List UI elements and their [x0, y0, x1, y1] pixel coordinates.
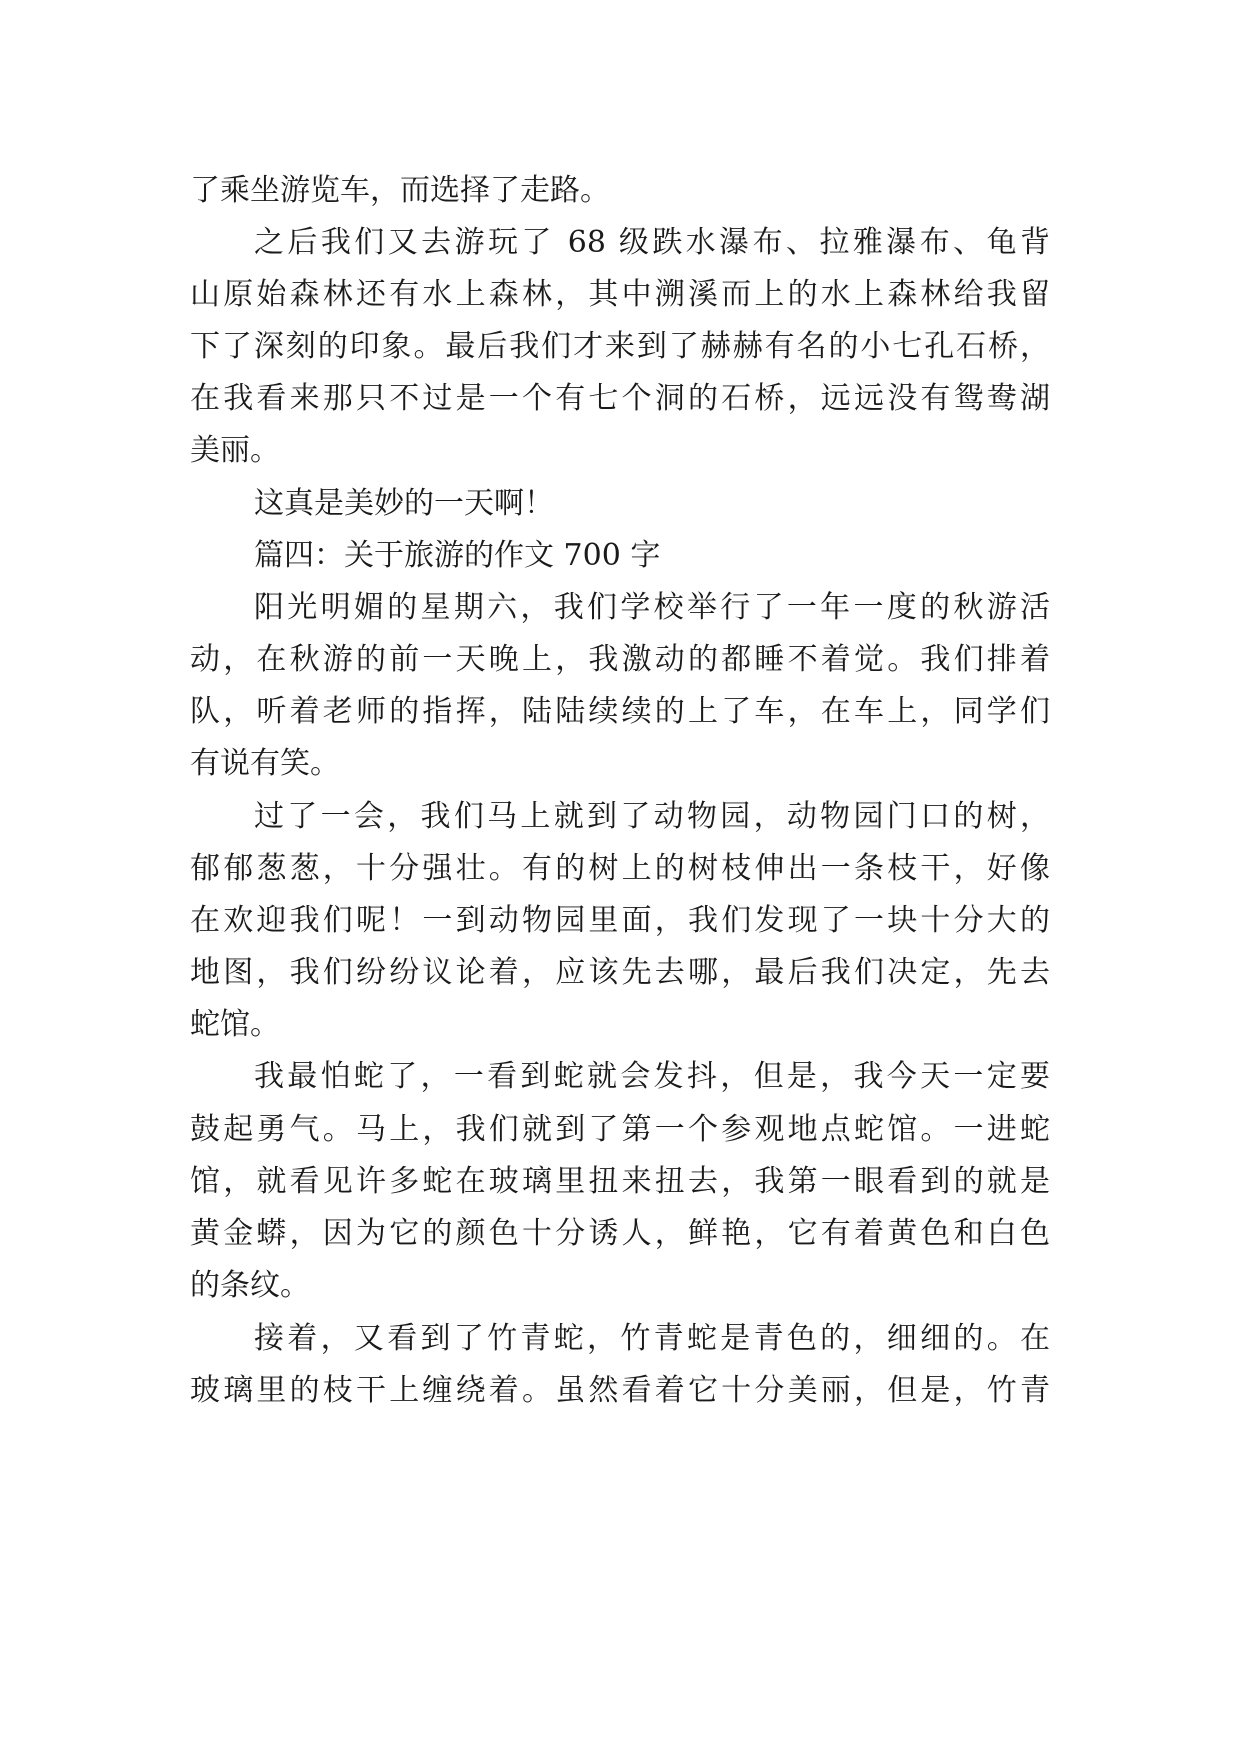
text-line: 之后我们又去游玩了 68 级跌水瀑布、拉雅瀑布、龟背 [254, 225, 1050, 260]
text-line: 山原始森林还有水上森林，其中溯溪而上的水上森林给我留 [190, 277, 1050, 312]
text-line: 馆，就看见许多蛇在玻璃里扭来扭去，我第一眼看到的就是 [190, 1164, 1050, 1199]
text-line: 地图，我们纷纷议论着，应该先去哪，最后我们决定，先去 [190, 955, 1050, 990]
text-line: 的条纹。 [190, 1268, 310, 1303]
text-line: 这真是美妙的一天啊！ [254, 486, 554, 521]
text-line: 玻璃里的枝干上缠绕着。虽然看着它十分美丽，但是，竹青 [190, 1373, 1050, 1408]
text-line: 蛇馆。 [190, 1007, 280, 1042]
text-line: 了乘坐游览车，而选择了走路。 [190, 173, 610, 208]
text-line: 阳光明媚的星期六，我们学校举行了一年一度的秋游活 [254, 590, 1050, 625]
text-line: 在欢迎我们呢！一到动物园里面，我们发现了一块十分大的 [190, 903, 1050, 938]
text-line: 队，听着老师的指挥，陆陆续续的上了车，在车上，同学们 [190, 694, 1050, 729]
text-line: 在我看来那只不过是一个有七个洞的石桥，远远没有鸳鸯湖 [190, 381, 1050, 416]
text-line: 过了一会，我们马上就到了动物园，动物园门口的树， [254, 799, 1050, 834]
text-line: 美丽。 [190, 433, 280, 468]
text-line: 郁郁葱葱，十分强壮。有的树上的树枝伸出一条枝干，好像 [190, 851, 1050, 886]
text-line: 有说有笑。 [190, 746, 340, 781]
text-line: 我最怕蛇了，一看到蛇就会发抖，但是，我今天一定要 [254, 1059, 1050, 1094]
text-line: 鼓起勇气。马上，我们就到了第一个参观地点蛇馆。一进蛇 [190, 1112, 1050, 1147]
text-line: 黄金蟒，因为它的颜色十分诱人，鲜艳，它有着黄色和白色 [190, 1216, 1050, 1251]
section-heading: 篇四：关于旅游的作文 700 字 [254, 538, 661, 573]
text-line: 动，在秋游的前一天晚上，我激动的都睡不着觉。我们排着 [190, 642, 1050, 677]
text-line: 接着，又看到了竹青蛇，竹青蛇是青色的，细细的。在 [254, 1321, 1050, 1356]
text-line: 下了深刻的印象。最后我们才来到了赫赫有名的小七孔石桥， [190, 329, 1050, 364]
